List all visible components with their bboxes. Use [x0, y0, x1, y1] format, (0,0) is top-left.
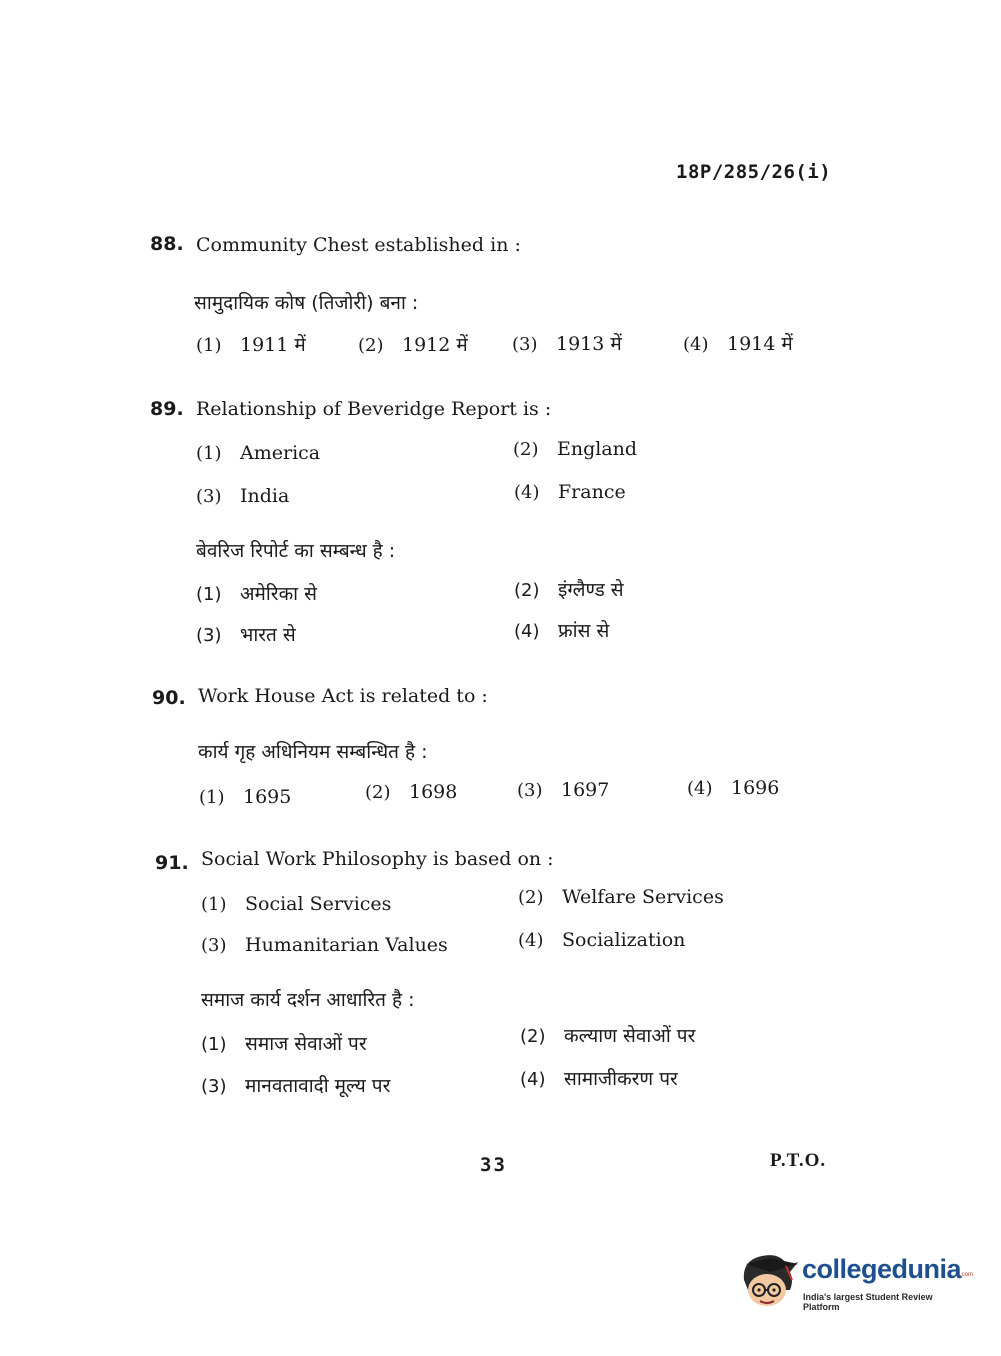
collegedunia-logo — [740, 1246, 974, 1316]
option-number: (1) — [201, 1034, 227, 1055]
option-1 — [196, 442, 320, 464]
option-2 — [518, 886, 724, 908]
option-label: England — [557, 438, 638, 460]
option-label: 1914 में — [727, 333, 793, 355]
option-4 — [518, 929, 685, 951]
hindi-option-2 — [514, 576, 624, 602]
question-text-hindi: सामुदायिक कोष (तिजोरी) बना : — [194, 292, 419, 314]
option-number: (1) — [196, 335, 222, 356]
question-text: Work House Act is related to : — [198, 685, 488, 707]
option-label: फ्रांस से — [558, 620, 610, 642]
option-2 — [513, 438, 637, 460]
question-number: 88. — [150, 233, 184, 255]
option-label: कल्याण सेवाओं पर — [564, 1025, 696, 1047]
option-number: (3) — [201, 1076, 227, 1097]
option-label: Humanitarian Values — [245, 934, 448, 956]
option-label: भारत से — [240, 624, 296, 646]
option-number: (2) — [365, 782, 391, 803]
hindi-option-2 — [520, 1022, 695, 1048]
option-number: (2) — [520, 1026, 546, 1047]
option-label: Social Services — [245, 893, 392, 915]
hindi-option-3 — [201, 1072, 390, 1098]
question-text-hindi: कार्य गृह अधिनियम सम्बन्धित है : — [198, 741, 428, 763]
option-4 — [514, 481, 626, 503]
option-number: (4) — [687, 778, 713, 799]
option-3 — [201, 934, 448, 956]
page-number: 33 — [480, 1154, 507, 1176]
option-label: मानवतावादी मूल्य पर — [245, 1075, 391, 1097]
option-3 — [517, 779, 609, 801]
question-text: Community Chest established in : — [196, 234, 521, 256]
option-label: France — [558, 481, 626, 503]
option-label: 1697 — [561, 779, 610, 801]
option-4 — [687, 777, 779, 799]
hindi-option-4 — [514, 617, 609, 643]
option-label: 1695 — [243, 786, 292, 808]
option-2 — [365, 781, 457, 803]
option-number: (3) — [517, 780, 543, 801]
option-1 — [201, 893, 391, 915]
hindi-option-4 — [520, 1065, 678, 1091]
option-number: (3) — [196, 625, 222, 646]
question-number: 89. — [150, 398, 184, 420]
mascot-icon — [740, 1250, 802, 1312]
option-label: अमेरिका से — [240, 583, 317, 605]
logo-tld: .com — [960, 1272, 974, 1278]
option-number: (2) — [513, 439, 539, 460]
paper-code: 18P/285/26(i) — [676, 161, 832, 183]
option-number: (2) — [518, 887, 544, 908]
option-number: (4) — [518, 930, 544, 951]
option-4 — [683, 330, 793, 356]
hindi-option-1 — [196, 580, 317, 606]
logo-brand-text: collegedunia — [802, 1254, 962, 1284]
option-number: (1) — [196, 443, 222, 464]
question-number: 91. — [155, 852, 189, 874]
option-number: (3) — [512, 334, 538, 355]
option-number: (3) — [201, 935, 227, 956]
hindi-option-1 — [201, 1030, 367, 1056]
option-3 — [512, 330, 622, 356]
option-number: (4) — [514, 482, 540, 503]
option-label: 1913 में — [556, 333, 622, 355]
option-number: (2) — [514, 580, 540, 601]
option-1 — [196, 331, 306, 357]
option-number: (4) — [683, 334, 709, 355]
option-number: (1) — [199, 787, 225, 808]
option-number: (1) — [196, 584, 222, 605]
option-label: Welfare Services — [562, 886, 724, 908]
option-label: 1911 में — [240, 334, 306, 356]
question-text: Social Work Philosophy is based on : — [201, 848, 554, 870]
option-label: India — [240, 485, 290, 507]
option-number: (1) — [201, 894, 227, 915]
option-number: (3) — [196, 486, 222, 507]
option-label: समाज सेवाओं पर — [245, 1033, 367, 1055]
option-2 — [358, 331, 468, 357]
hindi-option-3 — [196, 621, 296, 647]
option-label: 1698 — [409, 781, 458, 803]
option-3 — [196, 485, 289, 507]
logo-tagline: India's largest Student Review Platform — [803, 1292, 933, 1312]
option-label: सामाजीकरण पर — [564, 1068, 678, 1090]
question-number: 90. — [152, 687, 186, 709]
option-label: 1912 में — [402, 334, 468, 356]
option-label: America — [240, 442, 321, 464]
option-label: इंग्लैण्ड से — [558, 579, 624, 601]
question-text: Relationship of Beveridge Report is : — [196, 398, 552, 420]
option-number: (4) — [520, 1069, 546, 1090]
option-label: Socialization — [562, 929, 686, 951]
option-1 — [199, 786, 291, 808]
option-label: 1696 — [731, 777, 780, 799]
option-number: (4) — [514, 621, 540, 642]
question-text-hindi: समाज कार्य दर्शन आधारित है : — [201, 989, 415, 1011]
pto-label: P.T.O. — [770, 1150, 827, 1171]
option-number: (2) — [358, 335, 384, 356]
question-text-hindi: बेवरिज रिपोर्ट का सम्बन्ध है : — [196, 540, 396, 562]
